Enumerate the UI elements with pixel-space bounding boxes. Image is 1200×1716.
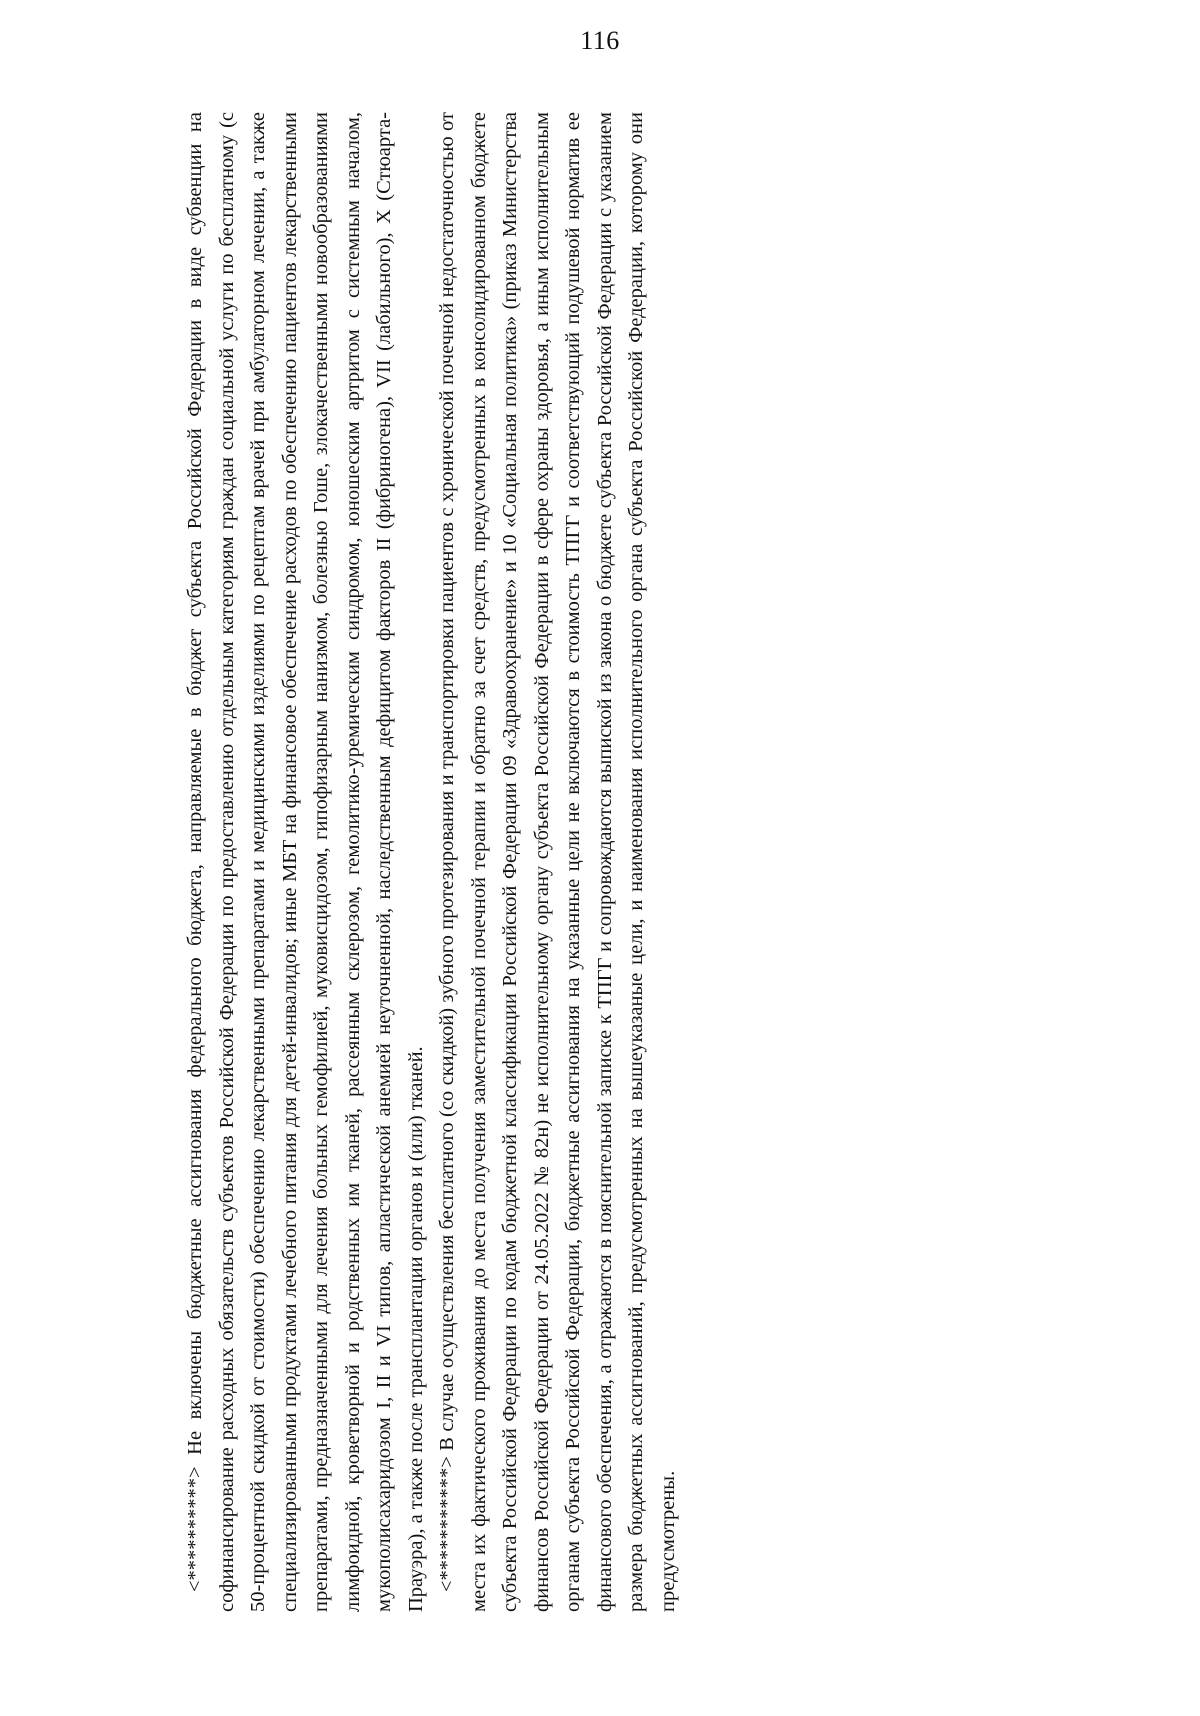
footnote-1 <box>180 112 432 1612</box>
footnote-1-marker: <**********> <box>184 1466 206 1592</box>
footnote-1-text: Не включены бюджетные ассигнования федерального бюджета, направляемые в бюджет субъекта Российской Федерации в виде субвенции на софинансирование расходных обязательств субъектов Российской Федерации по предоставлению отдельным категориям граждан социальной услуги по бесплатному (с 50-процентной скидкой от стоимости) обеспечению лекарственными препаратами и медицинскими изделиями по рецептам врачей при амбулаторном лечении, а также специализированными продуктами лечебного питания для детей-инвалидов; иные МБТ на финансовое обеспечение расходов по обеспечению пациентов лекарственными препаратами, предназначенными для лечения больных гемофилией, муковисцидозом, гипофизарным нанизмом, болезнью Гоше, злокачественными новообразованиями лимфоидной, кроветворной и родственных им тканей, рассеянным склерозом, гемолитико-уремическим синдромом, юношеским артритом с системным началом, мукополисахаридозом I, II и VI типов, апластической анемией неуточненной, наследственным дефицитом факторов II (фибриногена), VII (лабильного), X (Стюарта-Прауэра), а также после трансплантации органов и (или) тканей. <box>184 112 427 1612</box>
footnotes-block <box>180 112 684 1612</box>
footnote-2-text: В случае осуществления бесплатного (со скидкой) зубного протезирования и транспортировки пациентов с хронической почечной недостаточностью от места их фактического проживания до места получения заместительной почечной терапии и обратно за счет средств, предусмотренных в консолидированном бюджете субъекта Российской Федерации по кодам бюджетной классификации Российской Федерации 09 «Здравоохранение» и 10 «Социальная политика» (приказ Министерства финансов Российской Федерации от 24.05.2022 № 82н) не исполнительному органу субъекта Российской Федерации в сфере охраны здоровья, а иным исполнительным органам субъекта Российской Федерации, бюджетные ассигнования на указанные цели не включаются в стоимость ТПГГ и соответствующий подушевой норматив ее финансового обеспечения, а отражаются в пояснительной записке к ТПГГ и сопровождаются выпиской из закона о бюджете субъекта Российской Федерации с указанием размера бюджетных ассигнований, предусмотренных на вышеуказаные цели, и наименования исполнительного органа субъекта Российской Федерации, которому они предусмотрены. <box>436 112 679 1612</box>
rotated-content <box>180 112 800 1612</box>
footnote-2-marker: <***********> <box>436 1456 458 1592</box>
page-number: 116 <box>580 26 620 55</box>
footnote-2 <box>432 112 684 1612</box>
